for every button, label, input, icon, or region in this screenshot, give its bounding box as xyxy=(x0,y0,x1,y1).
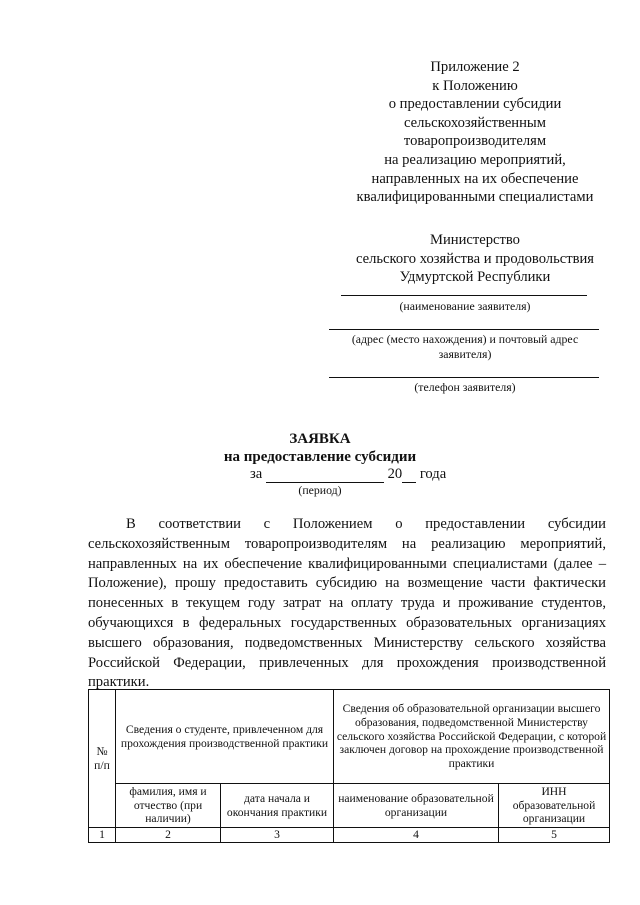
col-number: 5 xyxy=(499,828,610,843)
applicant-name-line xyxy=(341,295,587,296)
document-title: ЗАЯВКА xyxy=(289,431,351,447)
col-number: 2 xyxy=(116,828,221,843)
col-full-name-header: фамилия, имя и отчество (при наличии) xyxy=(116,784,221,828)
year-prefix: 20 xyxy=(387,466,403,482)
body-text: В соответствии с Положением о предоставлении субсидии сельскохозяйственным товаропроизводителям на реализацию мероприятий, направленных на их обеспечение квалифицированными специалистами (далее – Положение), прошу предоставить субсидию на возмещение части фактически понесенных в текущем году затрат на оплату труда и проживание студентов, обучающихся в федеральных государственных образовательных организациях высшего образования, подведомственных Министерству сельского хозяйства Российской Федерации, привлеченных для прохождения производственной практики. xyxy=(88,516,606,691)
annex-line: сельскохозяйственным xyxy=(404,114,546,131)
group-org-header: Сведения об образовательной организации высшего образования, подведомственной Министерству сельского хозяйства Российской Федерации, с которой заключен договор на прохождение производственной практики xyxy=(334,690,610,784)
col-number: 4 xyxy=(334,828,499,843)
col-practice-dates-header: дата начала и окончания практики xyxy=(221,784,334,828)
address-caption: (адрес (место нахождения) и почтовый адрес заявителя) xyxy=(351,332,579,361)
body-paragraph xyxy=(88,515,606,693)
annex-line: о предоставлении субсидии xyxy=(388,96,562,113)
document-subtitle: на предоставление субсидии xyxy=(223,449,417,465)
year-suffix: года xyxy=(419,466,447,482)
annex-line: Приложение 2 xyxy=(430,59,520,75)
annex-line: к Положению xyxy=(432,77,518,94)
addressee-block xyxy=(330,231,620,287)
year-blank xyxy=(402,468,416,483)
addressee-line: сельского хозяйства и продовольствия xyxy=(355,250,595,267)
col-org-name-header: наименование образовательной организации xyxy=(334,784,499,828)
period-row xyxy=(250,465,446,483)
period-prefix: за xyxy=(250,466,263,482)
annex-line: квалифицированными специалистами xyxy=(356,189,594,206)
col-number: 3 xyxy=(221,828,334,843)
phone-line xyxy=(329,377,599,378)
annex-block xyxy=(330,58,620,207)
col-org-inn-header: ИНН образовательной организации xyxy=(499,784,610,828)
applicant-name-caption: (наименование заявителя) xyxy=(399,299,531,313)
addressee-line: Удмуртской Республики xyxy=(399,269,551,286)
group-student-header: Сведения о студенте, привлеченном для прохождения производственной практики xyxy=(116,690,334,784)
address-line xyxy=(329,329,599,330)
annex-line: товаропроизводителям xyxy=(403,133,547,150)
period-blank xyxy=(266,468,384,483)
annex-line: на реализацию мероприятий, xyxy=(384,151,566,168)
phone-caption: (телефон заявителя) xyxy=(414,380,516,394)
addressee-line: Министерство xyxy=(430,232,520,248)
annex-line: направленных на их обеспечение xyxy=(371,170,579,187)
col-num-header: № п/п xyxy=(89,690,116,828)
period-caption: (период) xyxy=(298,483,342,497)
col-number: 1 xyxy=(89,828,116,843)
students-table xyxy=(88,689,610,843)
